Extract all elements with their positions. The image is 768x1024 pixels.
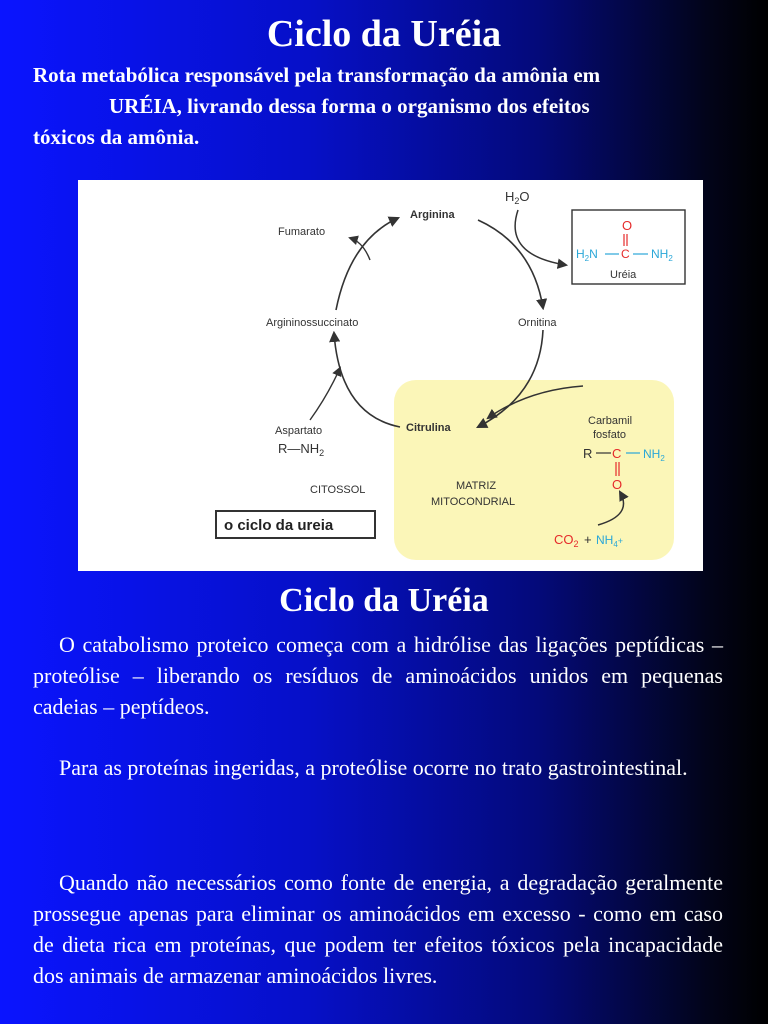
label-mitocondrial: MITOCONDRIAL xyxy=(431,496,516,508)
mitochondrial-matrix-region xyxy=(394,380,674,560)
plus-sign: + xyxy=(584,532,592,547)
page-title: Ciclo da Uréia xyxy=(266,13,502,55)
co2-label: $CO_2$ xyxy=(554,532,579,549)
paragraph-3: Quando não necessários como fonte de energia, a degradação geralmente prossegue apenas para eliminar os aminoácidos em excesso - como em caso de dieta rica em proteínas, que podem ter efeitos tóxicos pela incapacidade dos animais de armazenar aminoácidos livres. xyxy=(33,870,723,988)
carbamil-r: R xyxy=(583,446,593,461)
diagram-svg xyxy=(78,180,703,571)
arrow-arginina-ornitina xyxy=(478,220,543,308)
label-citossol: CITOSSOL xyxy=(310,484,366,496)
label-citrulina: Citrulina xyxy=(406,422,451,434)
ureia-nh2: $NH_2$ xyxy=(651,247,673,263)
intro-line-3: tóxicos da amônia. xyxy=(33,125,200,149)
arrow-citrulina-argininossuccinato xyxy=(334,333,400,427)
intro-text xyxy=(33,60,743,153)
label-h2o: $H_2O$ xyxy=(505,189,530,206)
urea-cycle-diagram xyxy=(78,180,703,571)
carbamil-o: O xyxy=(612,477,623,492)
ureia-label: Uréia xyxy=(610,269,637,281)
label-argininossuccinato: Argininossuccinato xyxy=(266,317,359,329)
section-title: Ciclo da Uréia xyxy=(279,582,489,619)
nh4-label: $NH_4^+$ xyxy=(596,533,624,549)
caption-box xyxy=(216,511,375,538)
label-arginina: Arginina xyxy=(410,209,455,221)
intro-line-1: Rota metabólica responsável pela transformação da amônia em xyxy=(33,63,601,87)
caption-text: o ciclo da ureia xyxy=(224,517,334,534)
aspartato-group: $R—NH_2$ xyxy=(278,441,325,458)
label-ornitina: Ornitina xyxy=(518,317,557,329)
label-carbamil: Carbamil xyxy=(588,415,633,427)
label-fosfato: fosfato xyxy=(593,429,627,441)
paragraph-1: O catabolismo proteico começa com a hidrólise das ligações peptídicas – proteólise – liberando os resíduos de aminoácidos unidos em pequenas cadeias – peptídeos. xyxy=(33,632,723,719)
ureia-o: O xyxy=(622,218,633,233)
arrow-aspartato-in xyxy=(310,368,340,420)
ureia-h2n: $H_2N$ xyxy=(576,247,598,263)
label-fumarato: Fumarato xyxy=(278,226,326,238)
carbamil-nh2: $NH_2$ xyxy=(643,447,665,463)
carbamil-c: C xyxy=(612,446,622,461)
co2-nh4 xyxy=(554,532,623,549)
arrow-argininossuccinato-arginina xyxy=(336,218,398,310)
intro-line-2: URÉIA, livrando dessa forma o organismo dos efeitos xyxy=(109,94,590,118)
paragraph-2: Para as proteínas ingeridas, a proteólise ocorre no trato gastrointestinal. xyxy=(59,755,688,780)
label-aspartato: Aspartato xyxy=(275,425,323,437)
ureia-c: C xyxy=(621,247,630,261)
label-matriz: MATRIZ xyxy=(456,480,497,492)
ureia-box xyxy=(572,210,685,284)
